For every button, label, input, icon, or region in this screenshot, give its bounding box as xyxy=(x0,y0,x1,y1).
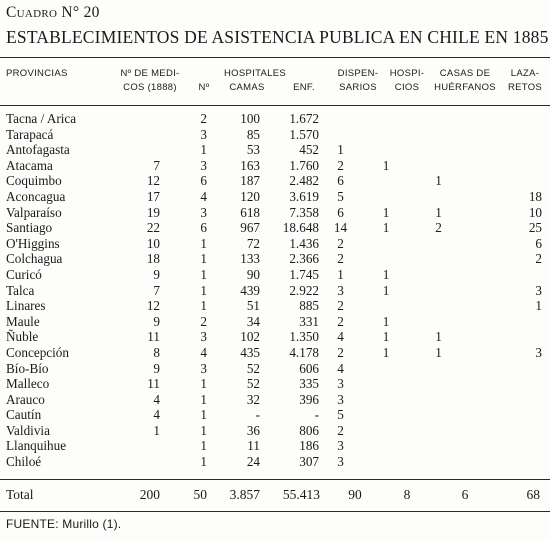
table-row xyxy=(0,314,550,330)
table-row xyxy=(0,127,550,143)
cell-n: 3 xyxy=(200,204,207,220)
cell-medicos: 9 xyxy=(153,360,160,376)
cell-medicos: 22 xyxy=(146,220,160,236)
cell-camas: 52 xyxy=(246,376,260,392)
cell-casas: 2 xyxy=(435,220,442,236)
table-row xyxy=(0,454,550,470)
cell-n: 1 xyxy=(200,251,207,267)
cell-n: 1 xyxy=(200,266,207,282)
total-medicos: 200 xyxy=(139,487,160,502)
table-row xyxy=(0,267,550,283)
cell-hospicios: 1 xyxy=(382,282,390,298)
cell-n: 1 xyxy=(200,282,207,298)
table-row xyxy=(0,407,550,423)
cell-enf: 452 xyxy=(299,142,319,158)
total-label: Total xyxy=(6,487,34,502)
cell-hospicios xyxy=(362,361,410,377)
cell-n: 1 xyxy=(200,454,207,470)
cell-provincia: Coquimbo xyxy=(6,173,62,189)
cell-lazaretos xyxy=(467,314,550,330)
cell-n: 1 xyxy=(200,422,207,438)
cell-dispensarios: 1 xyxy=(337,266,344,282)
cell-medicos: 9 xyxy=(153,266,160,282)
cell-casas xyxy=(410,392,467,408)
cell-lazaretos xyxy=(467,111,550,127)
data-table xyxy=(0,111,550,470)
cell-casas xyxy=(410,438,467,454)
cell-lazaretos xyxy=(467,407,550,423)
cell-dispensarios: 2 xyxy=(337,344,344,360)
cell-enf: 4.178 xyxy=(289,344,319,360)
cell-enf: 307 xyxy=(299,454,319,470)
table-row xyxy=(0,298,550,314)
cell-medicos: 1 xyxy=(153,422,160,438)
cell-casas xyxy=(410,407,467,423)
cell-provincia: Arauco xyxy=(6,391,45,407)
total-casas: 6 xyxy=(461,487,469,502)
cell-lazaretos xyxy=(467,173,550,189)
cell-camas: 100 xyxy=(240,111,260,126)
cell-lazaretos xyxy=(467,158,550,174)
cell-dispensarios: 3 xyxy=(337,438,344,454)
cell-medicos: 8 xyxy=(153,344,160,360)
cell-enf: 1.436 xyxy=(289,235,319,251)
cell-medicos: 7 xyxy=(153,157,160,173)
cell-enf: 606 xyxy=(299,360,319,376)
cell-camas: 24 xyxy=(246,454,260,470)
cell-lazaretos xyxy=(467,142,550,158)
cell-casas: 1 xyxy=(435,204,442,220)
cell-lazaretos xyxy=(467,329,550,345)
table-row xyxy=(0,361,550,377)
header-dispensarios-line1: DISPEN- xyxy=(337,68,379,79)
cell-enf: - xyxy=(314,407,319,423)
source-note: FUENTE: Murillo (1). xyxy=(6,517,122,531)
header-n: Nº xyxy=(198,82,210,93)
cell-camas: 102 xyxy=(240,329,260,345)
table-row xyxy=(0,205,550,221)
cell-hospicios: 1 xyxy=(382,220,390,236)
cell-enf: 1.672 xyxy=(289,111,319,126)
cell-camas: 32 xyxy=(246,391,260,407)
cell-lazaretos: 3 xyxy=(535,344,542,360)
header-lazaretos-line1: LAZA- xyxy=(510,68,540,79)
cell-provincia: Talca xyxy=(6,282,35,298)
cell-camas: 34 xyxy=(246,313,260,329)
cell-enf: 7.358 xyxy=(289,204,319,220)
cell-enf: 331 xyxy=(299,313,319,329)
cell-hospicios xyxy=(362,454,410,470)
header-lazaretos-line2: RETOS xyxy=(507,82,543,93)
cell-hospicios xyxy=(362,111,410,127)
total-rule xyxy=(0,479,550,480)
cell-dispensarios: 2 xyxy=(337,313,344,329)
cell-enf: 2.482 xyxy=(289,173,319,189)
cell-n: 1 xyxy=(200,438,207,454)
cell-medicos: 7 xyxy=(153,282,160,298)
cell-medicos: 11 xyxy=(147,376,160,392)
cell-provincia: Bío-Bío xyxy=(6,360,49,376)
cell-provincia: Cautín xyxy=(6,407,42,423)
cell-camas: 36 xyxy=(246,422,260,438)
cell-medicos: 19 xyxy=(146,204,160,220)
cell-n: 6 xyxy=(200,173,207,189)
cell-casas: 1 xyxy=(435,329,442,345)
header-casas-line2: HUÉRFANOS xyxy=(434,82,496,93)
cell-camas: 120 xyxy=(240,188,260,204)
table-row xyxy=(0,173,550,189)
cell-medicos: 4 xyxy=(153,391,160,407)
cell-hospicios xyxy=(362,407,410,423)
cell-dispensarios: 5 xyxy=(337,188,344,204)
top-rule xyxy=(0,57,550,58)
cell-enf: 396 xyxy=(299,391,319,407)
bottom-rule xyxy=(0,511,550,512)
cell-hospicios xyxy=(362,298,410,314)
cell-dispensarios: 2 xyxy=(337,235,344,251)
cell-provincia: Valparaíso xyxy=(6,204,62,220)
cell-hospicios xyxy=(362,189,410,205)
cell-camas: 51 xyxy=(246,298,260,314)
cell-enf: 1.570 xyxy=(289,126,319,142)
cell-provincia: Maule xyxy=(6,313,40,329)
cell-hospicios: 1 xyxy=(382,344,390,360)
cell-lazaretos: 2 xyxy=(535,251,542,267)
cell-provincia: Concepción xyxy=(6,344,69,360)
cell-casas xyxy=(410,189,467,205)
cell-provincia: O'Higgins xyxy=(6,235,60,251)
table-row xyxy=(0,189,550,205)
cell-dispensarios: 2 xyxy=(337,422,344,438)
total-lazaretos: 68 xyxy=(526,487,540,502)
cell-provincia: Valdivia xyxy=(6,422,50,438)
cell-hospicios: 1 xyxy=(382,266,390,282)
cell-n: 6 xyxy=(200,220,207,236)
cell-dispensarios: 5 xyxy=(337,407,344,423)
cell-enf: 885 xyxy=(299,298,319,314)
cell-lazaretos xyxy=(467,438,550,454)
cell-casas xyxy=(410,267,467,283)
total-enf: 55.413 xyxy=(282,487,320,502)
cell-dispensarios: 3 xyxy=(337,282,344,298)
cell-hospicios xyxy=(362,251,410,267)
cell-camas: - xyxy=(255,407,260,423)
header-camas: CAMAS xyxy=(229,82,265,93)
cell-n: 3 xyxy=(200,329,207,345)
cell-enf: 1.350 xyxy=(289,329,319,345)
cell-camas: 72 xyxy=(246,235,260,251)
total-dispensarios: 90 xyxy=(348,487,362,502)
cell-provincia: Santiago xyxy=(6,220,53,236)
cell-casas xyxy=(410,236,467,252)
cell-lazaretos xyxy=(467,392,550,408)
cell-n: 2 xyxy=(200,313,207,329)
header-hospitales: HOSPITALES xyxy=(224,68,286,79)
cell-lazaretos xyxy=(467,454,550,470)
cell-hospicios: 1 xyxy=(382,204,390,220)
cell-enf: 2.366 xyxy=(289,251,319,267)
cell-provincia: Aconcagua xyxy=(6,188,66,204)
cell-enf: 806 xyxy=(299,422,319,438)
cell-provincia: Malleco xyxy=(6,376,50,392)
cell-n: 3 xyxy=(200,157,207,173)
cell-enf: 2.922 xyxy=(289,282,319,298)
cell-enf: 18.648 xyxy=(282,220,319,236)
cell-provincia: Tarapacá xyxy=(6,126,54,142)
cell-hospicios: 1 xyxy=(382,157,390,173)
cell-n: 3 xyxy=(200,360,207,376)
cell-n: 1 xyxy=(200,376,207,392)
cell-lazaretos: 6 xyxy=(535,235,542,251)
cell-casas xyxy=(410,361,467,377)
cell-provincia: Llanquihue xyxy=(6,438,67,454)
cell-camas: 133 xyxy=(240,251,260,267)
cell-camas: 53 xyxy=(246,142,260,158)
cell-provincia: Chiloé xyxy=(6,454,42,470)
cell-n: 4 xyxy=(200,188,207,204)
cell-casas xyxy=(410,376,467,392)
cell-dispensarios: 2 xyxy=(337,298,344,314)
cell-casas xyxy=(410,158,467,174)
table-row xyxy=(0,158,550,174)
cell-n: 2 xyxy=(200,111,207,126)
cell-n: 1 xyxy=(200,298,207,314)
cell-enf: 3.619 xyxy=(289,188,319,204)
cell-hospicios xyxy=(362,236,410,252)
cell-lazaretos: 25 xyxy=(528,220,542,236)
cell-lazaretos: 3 xyxy=(535,282,542,298)
table-title: ESTABLECIMIENTOS DE ASISTENCIA PUBLICA EN CHILE EN 1885 xyxy=(6,27,549,47)
cell-n: 1 xyxy=(200,407,207,423)
cell-dispensarios: 3 xyxy=(337,454,344,470)
header-hospicios-line1: HOSPI- xyxy=(389,68,425,79)
cell-dispensarios: 3 xyxy=(337,391,344,407)
cell-medicos: 4 xyxy=(153,407,160,423)
cell-lazaretos xyxy=(467,376,550,392)
header-hospicios-line2: CIOS xyxy=(394,82,420,93)
cell-hospicios xyxy=(362,392,410,408)
cell-medicos: 9 xyxy=(153,313,160,329)
cell-hospicios xyxy=(362,127,410,143)
cell-casas xyxy=(410,454,467,470)
header-enf: ENF. xyxy=(293,82,315,93)
table-number: Cuadro N° 20 xyxy=(6,4,100,21)
cell-lazaretos xyxy=(467,127,550,143)
cell-dispensarios: 2 xyxy=(337,251,344,267)
cell-provincia: Colchagua xyxy=(6,251,63,267)
cell-lazaretos xyxy=(467,267,550,283)
cell-provincia: Antofagasta xyxy=(6,142,70,158)
cell-enf: 186 xyxy=(299,438,319,454)
cell-camas: 439 xyxy=(240,282,260,298)
cell-casas xyxy=(410,314,467,330)
table-row xyxy=(0,111,550,127)
cell-enf: 1.760 xyxy=(289,157,319,173)
table-row xyxy=(0,376,550,392)
cell-camas: 90 xyxy=(246,266,260,282)
cell-hospicios: 1 xyxy=(382,313,390,329)
cell-casas xyxy=(410,298,467,314)
cell-medicos: 10 xyxy=(146,235,160,251)
cell-dispensarios: 6 xyxy=(337,204,344,220)
header-casas-line1: CASAS DE xyxy=(439,68,491,79)
cell-medicos: 11 xyxy=(147,329,160,345)
cell-medicos xyxy=(100,454,160,470)
cell-hospicios xyxy=(362,438,410,454)
cell-dispensarios xyxy=(319,111,362,127)
cell-hospicios: 1 xyxy=(382,329,390,345)
table-row xyxy=(0,142,550,158)
cell-hospicios xyxy=(362,142,410,158)
cell-medicos xyxy=(100,127,160,143)
cell-enf: 1.745 xyxy=(289,266,319,282)
cell-medicos: 12 xyxy=(146,173,160,189)
cell-camas: 52 xyxy=(246,360,260,376)
cell-camas: 618 xyxy=(240,204,260,220)
cell-medicos xyxy=(100,142,160,158)
total-hospicios: 8 xyxy=(403,487,411,502)
cell-dispensarios xyxy=(319,127,362,143)
table-body xyxy=(0,111,550,470)
table-row xyxy=(0,345,550,361)
cell-provincia: Ñuble xyxy=(6,329,39,345)
cell-medicos: 12 xyxy=(146,298,160,314)
total-n: 50 xyxy=(193,487,207,502)
table-row xyxy=(0,423,550,439)
cell-casas: 1 xyxy=(435,344,442,360)
cell-lazaretos: 10 xyxy=(528,204,542,220)
total-camas: 3.857 xyxy=(229,487,260,502)
cell-n: 4 xyxy=(200,344,207,360)
cell-n: 1 xyxy=(200,391,207,407)
header-provincias: PROVINCIAS xyxy=(6,68,68,79)
cell-dispensarios: 3 xyxy=(337,376,344,392)
header-medicos-line2: COS (1888) xyxy=(123,82,177,93)
cell-dispensarios: 1 xyxy=(337,142,344,158)
cell-casas: 1 xyxy=(435,173,442,189)
cell-casas xyxy=(410,251,467,267)
header-rule xyxy=(0,105,550,106)
cell-dispensarios: 4 xyxy=(337,329,344,345)
cell-camas: 11 xyxy=(247,438,260,454)
table-row xyxy=(0,251,550,267)
cell-hospicios xyxy=(362,376,410,392)
cell-dispensarios: 2 xyxy=(337,157,344,173)
cell-casas xyxy=(410,283,467,299)
cell-medicos: 17 xyxy=(146,188,160,204)
cell-enf: 335 xyxy=(299,376,319,392)
cell-camas: 967 xyxy=(240,220,260,236)
cell-hospicios xyxy=(362,173,410,189)
header-dispensarios-line2: SARIOS xyxy=(339,82,377,93)
cell-dispensarios: 14 xyxy=(333,220,348,236)
table-row xyxy=(0,236,550,252)
cell-n: 1 xyxy=(200,235,207,251)
cell-medicos: 18 xyxy=(146,251,160,267)
cell-casas xyxy=(410,423,467,439)
cell-casas xyxy=(410,127,467,143)
cell-provincia: Tacna / Arica xyxy=(6,111,77,126)
cell-lazaretos xyxy=(467,361,550,377)
table-row xyxy=(0,392,550,408)
cell-provincia: Atacama xyxy=(6,157,53,173)
table-row xyxy=(0,329,550,345)
cell-lazaretos: 18 xyxy=(528,188,542,204)
cell-n: 3 xyxy=(200,126,207,142)
cell-provincia: Linares xyxy=(6,298,46,314)
cell-casas xyxy=(410,111,467,127)
cell-dispensarios: 4 xyxy=(337,360,344,376)
cell-casas xyxy=(410,142,467,158)
table-row xyxy=(0,438,550,454)
cell-lazaretos xyxy=(467,423,550,439)
cell-camas: 163 xyxy=(240,157,260,173)
cell-n: 1 xyxy=(200,142,207,158)
cell-camas: 435 xyxy=(240,344,260,360)
cell-hospicios xyxy=(362,423,410,439)
cell-provincia: Curicó xyxy=(6,266,42,282)
table-row xyxy=(0,220,550,236)
cell-dispensarios: 6 xyxy=(337,173,344,189)
cell-lazaretos: 1 xyxy=(535,298,542,314)
cell-medicos xyxy=(100,111,160,127)
cell-camas: 187 xyxy=(240,173,260,189)
header-medicos-line1: Nº DE MEDI- xyxy=(120,68,180,79)
table-row xyxy=(0,283,550,299)
cell-medicos xyxy=(100,438,160,454)
cell-camas: 85 xyxy=(246,126,260,142)
